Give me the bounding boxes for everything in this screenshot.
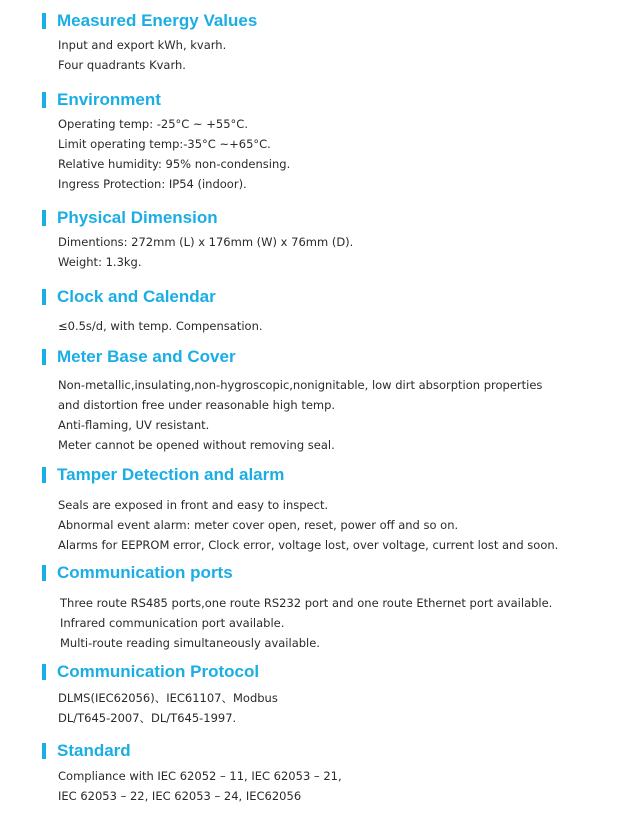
text-line: IEC 62053 – 22, IEC 62053 – 24, IEC62056	[58, 789, 302, 803]
text-line: Alarms for EEPROM error, Clock error, voltage lost, over voltage, current lost and soon.	[58, 538, 559, 552]
heading-bar-icon	[42, 467, 46, 483]
section-lines	[58, 114, 290, 194]
text-line: Ingress Protection: IP54 (indoor).	[58, 177, 247, 191]
heading-bar-icon	[42, 13, 46, 29]
section-title: Clock and Calendar	[57, 287, 216, 306]
section-heading	[42, 465, 284, 485]
heading-bar-icon	[42, 349, 46, 365]
section-lines	[58, 316, 263, 336]
heading-bar-icon	[42, 565, 46, 581]
text-line: Non-metallic,insulating,non-hygroscopic,nonignitable, low dirt absorption properties	[58, 378, 543, 392]
section-lines	[58, 35, 226, 75]
text-line: Limit operating temp:-35°C ~+65°C.	[58, 137, 271, 151]
text-line: Relative humidity: 95% non-condensing.	[58, 157, 291, 171]
text-line: Compliance with IEC 62052 – 11, IEC 62053 – 21,	[58, 769, 342, 783]
text-line: Abnormal event alarm: meter cover open, reset, power off and so on.	[58, 518, 459, 532]
text-line: Anti-flaming, UV resistant.	[58, 418, 210, 432]
text-line: Dimentions: 272mm (L) x 176mm (W) x 76mm (D).	[58, 235, 354, 249]
heading-bar-icon	[42, 210, 46, 226]
section-lines	[58, 495, 558, 555]
heading-bar-icon	[42, 664, 46, 680]
heading-bar-icon	[42, 743, 46, 759]
text-line: Meter cannot be opened without removing seal.	[58, 438, 335, 452]
text-line: Multi-route reading simultaneously available.	[60, 636, 320, 650]
section-lines	[60, 593, 552, 653]
section-heading	[42, 208, 218, 228]
section-title: Communication Protocol	[57, 662, 260, 681]
section-title: Meter Base and Cover	[57, 347, 236, 366]
text-line: Input and export kWh, kvarh.	[58, 38, 227, 52]
section-title: Measured Energy Values	[57, 11, 258, 30]
section-heading	[42, 287, 216, 307]
text-line: Operating temp: -25°C ~ +55°C.	[58, 117, 248, 131]
section-title: Tamper Detection and alarm	[57, 465, 285, 484]
section-lines	[58, 232, 353, 272]
section-heading	[42, 741, 131, 761]
text-line: and distortion free under reasonable high temp.	[58, 398, 336, 412]
section-lines	[58, 375, 542, 455]
text-line: ≤0.5s/d, with temp. Compensation.	[58, 319, 263, 333]
text-line: Four quadrants Kvarh.	[58, 58, 186, 72]
text-line: Weight: 1.3kg.	[58, 255, 142, 269]
section-heading	[42, 11, 257, 31]
heading-bar-icon	[42, 92, 46, 108]
section-heading	[42, 347, 236, 367]
heading-bar-icon	[42, 289, 46, 305]
text-line: DLMS(IEC62056)、IEC61107、Modbus	[58, 691, 278, 705]
section-lines	[58, 766, 342, 806]
text-line: DL/T645-2007、DL/T645-1997.	[58, 711, 237, 725]
section-title: Physical Dimension	[57, 208, 218, 227]
section-title: Communication ports	[57, 563, 233, 582]
text-line: Infrared communication port available.	[60, 616, 285, 630]
section-lines	[58, 688, 278, 728]
section-heading	[42, 662, 259, 682]
text-line: Three route RS485 ports,one route RS232 port and one route Ethernet port available.	[60, 596, 553, 610]
section-heading	[42, 563, 233, 583]
section-title: Environment	[57, 90, 161, 109]
section-title: Standard	[57, 741, 131, 760]
section-heading	[42, 90, 161, 110]
text-line: Seals are exposed in front and easy to inspect.	[58, 498, 329, 512]
